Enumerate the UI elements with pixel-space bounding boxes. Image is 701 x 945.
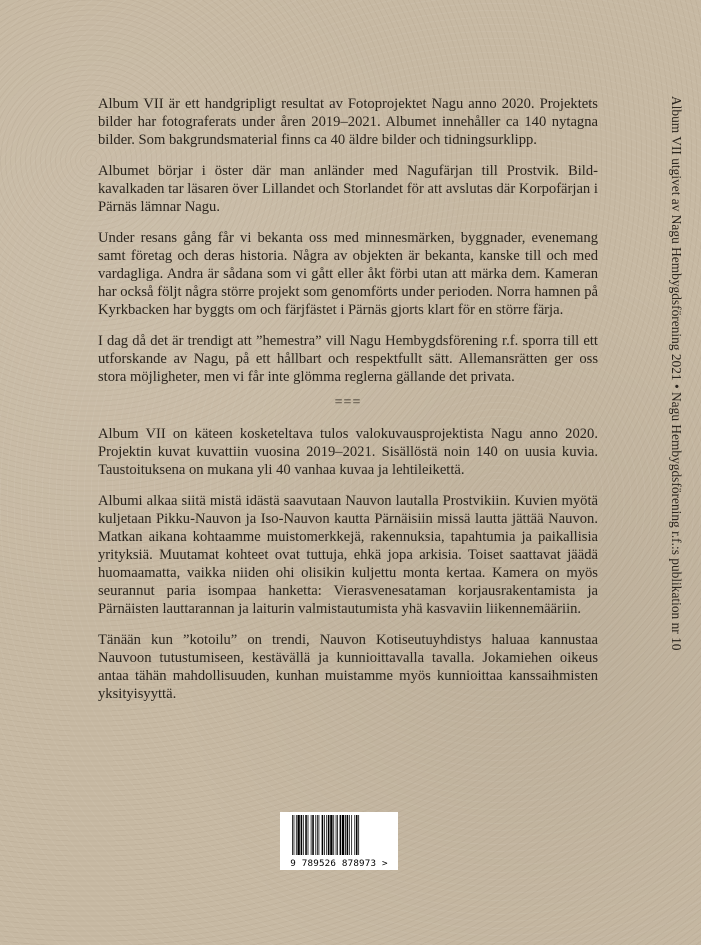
isbn-barcode xyxy=(280,812,398,870)
barcode-icon xyxy=(292,815,386,855)
finnish-paragraph-1: Album VII on käteen kosketeltava tulos valokuvausprojektista Nagu anno 2020. Projektin kuvat kuvattiin vuosina 2019–2021. Sisällöstä noin 140 on uusia kuvia. Taustoituksena on mukana yli 40 vanhaa kuvaa ja lehtileikettä. xyxy=(98,426,598,478)
swedish-paragraph-1: Album VII är ett handgripligt resultat av Fotoprojektet Nagu anno 2020. Projektets bilder har fotograferats under åren 2019–2021. Albumet innehåller ca 140 nytagna bilder. Som bakgrundsmaterial finns ca 40 äldre bilder och tidningsurklipp. xyxy=(98,96,598,148)
spine-text: Album VII utgivet av Nagu Hembygdsförening 2021 • Nagu Hembygdsförening r.f.:s publikation nr 10 xyxy=(669,96,684,651)
swedish-paragraph-4: I dag då det är trendigt att ”hemestra” vill Nagu Hembygdsförening r.f. sporra till ett utforskande av Nagu, på ett hållbart och respektfullt sätt. Allemansrätten ger oss stora möjligheter, men vi får inte glömma reglerna gällande det privata. xyxy=(98,333,598,385)
finnish-paragraph-2: Albumi alkaa siitä mistä idästä saavutaan Nauvon lautalla Prostvikiin. Kuvien myötä kuljetaan Pikku-Nauvon ja Iso-Nauvon kautta Pärnäisiin missä lautta jättää Nauvon. Matkan aikana kohtaamme muistomerkkejä, rakennuksia, tapahtumia ja paikallisia yrityksiä. Muutamat kohteet ovat tuttuja, ehkä jopa arkisia. Toiset saattavat jäädä huomaamatta, vaikka niiden ohi olisikin kuljettu monta kertaa. Kamera on myös seurannut paria isompaa hanketta: Vierasvenesataman korjausrakentamista ja Pärnäisten lauttarannan ja laiturin valmistautumista yhä kasvaviin liikennemääriin. xyxy=(98,493,598,617)
finnish-paragraph-3: Tänään kun ”kotoilu” on trendi, Nauvon Kotiseutuyhdistys haluaa kannustaa Nauvoon tutustumiseen, kestävällä ja kunnioittavalla tavalla. Jokamiehen oikeus antaa tähän mahdollisuuden, kunhan muistamme myös kunnioittaa kanssaihmisten yksityisyyttä. xyxy=(98,632,598,702)
language-separator: === xyxy=(334,395,362,410)
swedish-paragraph-3: Under resans gång får vi bekanta oss med minnesmärken, byggnader, evenemang samt företag och deras historia. Några av objekten är bekanta, kanske till och med vardagliga. Andra är sådana som vi gått eller åkt förbi utan att märka dem. Kameran har också följt några större projekt som genomförts under perioden. Norra hamnen på Kyrkbacken har byggts om och färjfästet i Pärnäs gjorts klart för en större färja. xyxy=(98,230,598,318)
isbn-number: 9 789526 878973 > xyxy=(290,858,388,869)
back-cover-text xyxy=(98,95,598,716)
swedish-paragraph-2: Albumet börjar i öster där man anländer med Nagufärjan till Prostvik. Bildkavalkaden tar läsaren över Lillandet och Storlandet för att avslutas där Korpofärjan i Pärnäs lämnar Nagu. xyxy=(98,163,598,215)
